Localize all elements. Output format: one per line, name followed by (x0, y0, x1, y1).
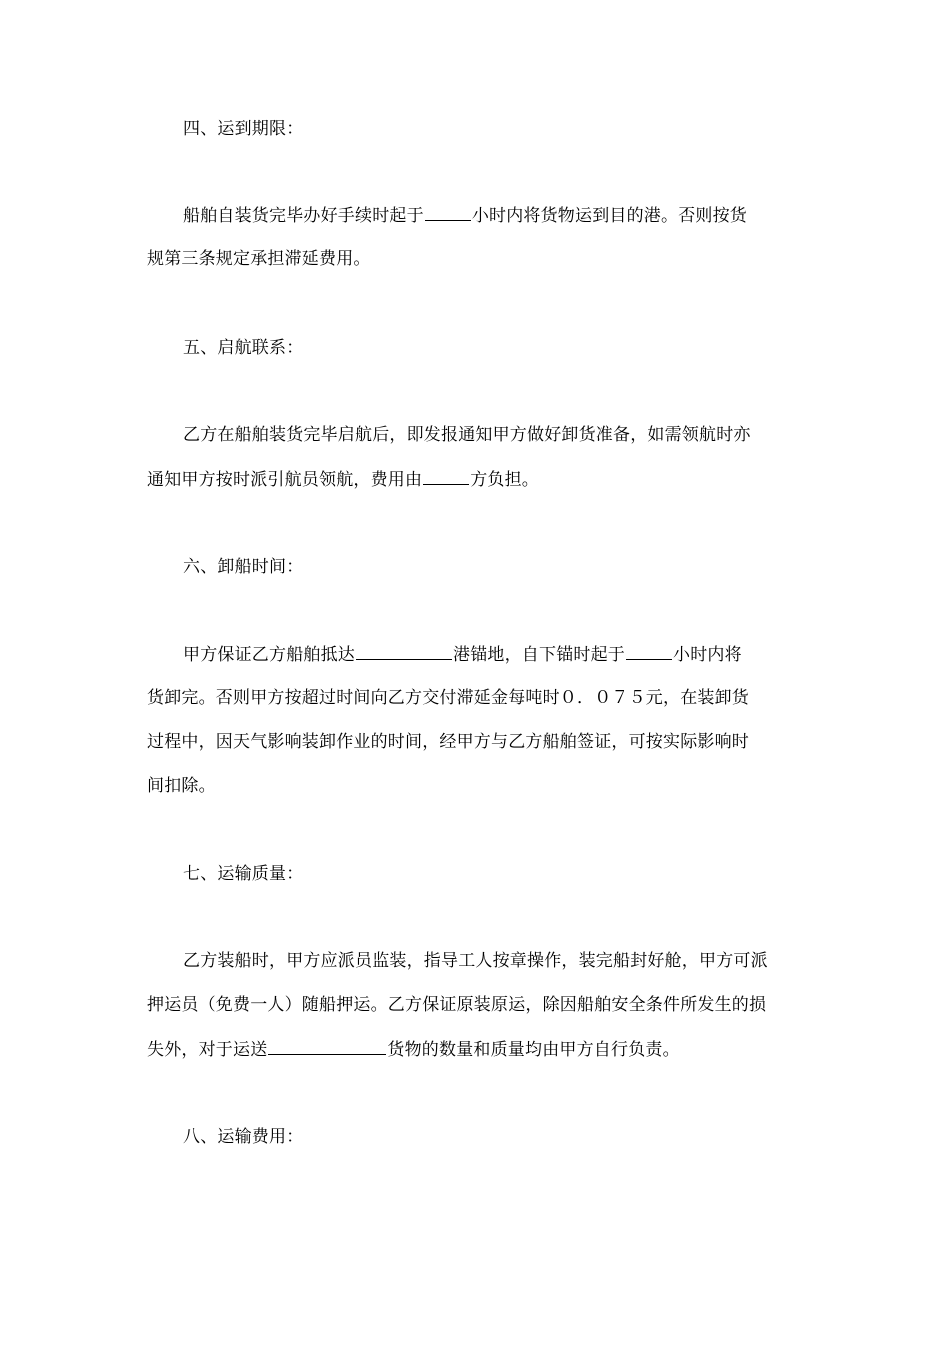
fill-in-blank (626, 643, 672, 660)
section-8-heading: 八、运输费用： (183, 1127, 304, 1147)
section-6-paragraph-line-3: 过程中，因天气影响装卸作业的时间，经甲方与乙方船舶签证，可按实际影响时 (147, 732, 749, 752)
section-5-heading: 五、启航联系： (183, 338, 304, 358)
section-7-paragraph-line-1: 乙方装船时，甲方应派员监装，指导工人按章操作，装完船封好舱，甲方可派 (183, 951, 768, 971)
fill-in-blank (356, 643, 452, 660)
fill-in-blank (425, 204, 471, 221)
text-segment: 失外，对于运送 (147, 1040, 268, 1060)
section-5-paragraph-line-1: 乙方在船舶装货完毕启航后，即发报通知甲方做好卸货准备，如需领航时亦 (183, 425, 751, 445)
section-6-paragraph-line-2: 货卸完。否则甲方按超过时间向乙方交付滞延金每吨时０．０７５元，在装卸货 (147, 688, 749, 708)
fill-in-blank (268, 1038, 386, 1055)
section-4-paragraph-line-2: 规第三条规定承担滞延费用。 (147, 249, 371, 269)
section-7-paragraph-line-3 (147, 1038, 817, 1061)
section-6-paragraph-line-1 (183, 643, 853, 666)
section-4-heading: 四、运到期限： (183, 119, 304, 139)
section-6-paragraph-line-4: 间扣除。 (147, 776, 216, 796)
text-segment: 小时内将 (673, 645, 742, 665)
section-6-heading: 六、卸船时间： (183, 557, 304, 577)
text-segment: 通知甲方按时派引航员领航，费用由 (147, 470, 423, 490)
text-segment: 小时内将货物运到目的港。否则按货 (471, 206, 748, 226)
section-7-paragraph-line-2: 押运员（免费一人）随船押运。乙方保证原装原运，除因船舶安全条件所发生的损 (147, 995, 767, 1015)
text-segment: 甲方保证乙方船舶抵达 (183, 645, 355, 665)
text-segment: 船舶自装货完毕办好手续时起于 (183, 206, 424, 226)
section-4-paragraph-line-1 (183, 204, 853, 227)
section-5-paragraph-line-2 (147, 468, 817, 491)
text-segment: 货物的数量和质量均由甲方自行负责。 (387, 1040, 680, 1060)
section-7-heading: 七、运输质量： (183, 864, 304, 884)
text-segment: 方负担。 (470, 470, 540, 490)
fill-in-blank (423, 468, 469, 485)
text-segment: 港锚地，自下锚时起于 (453, 645, 625, 665)
